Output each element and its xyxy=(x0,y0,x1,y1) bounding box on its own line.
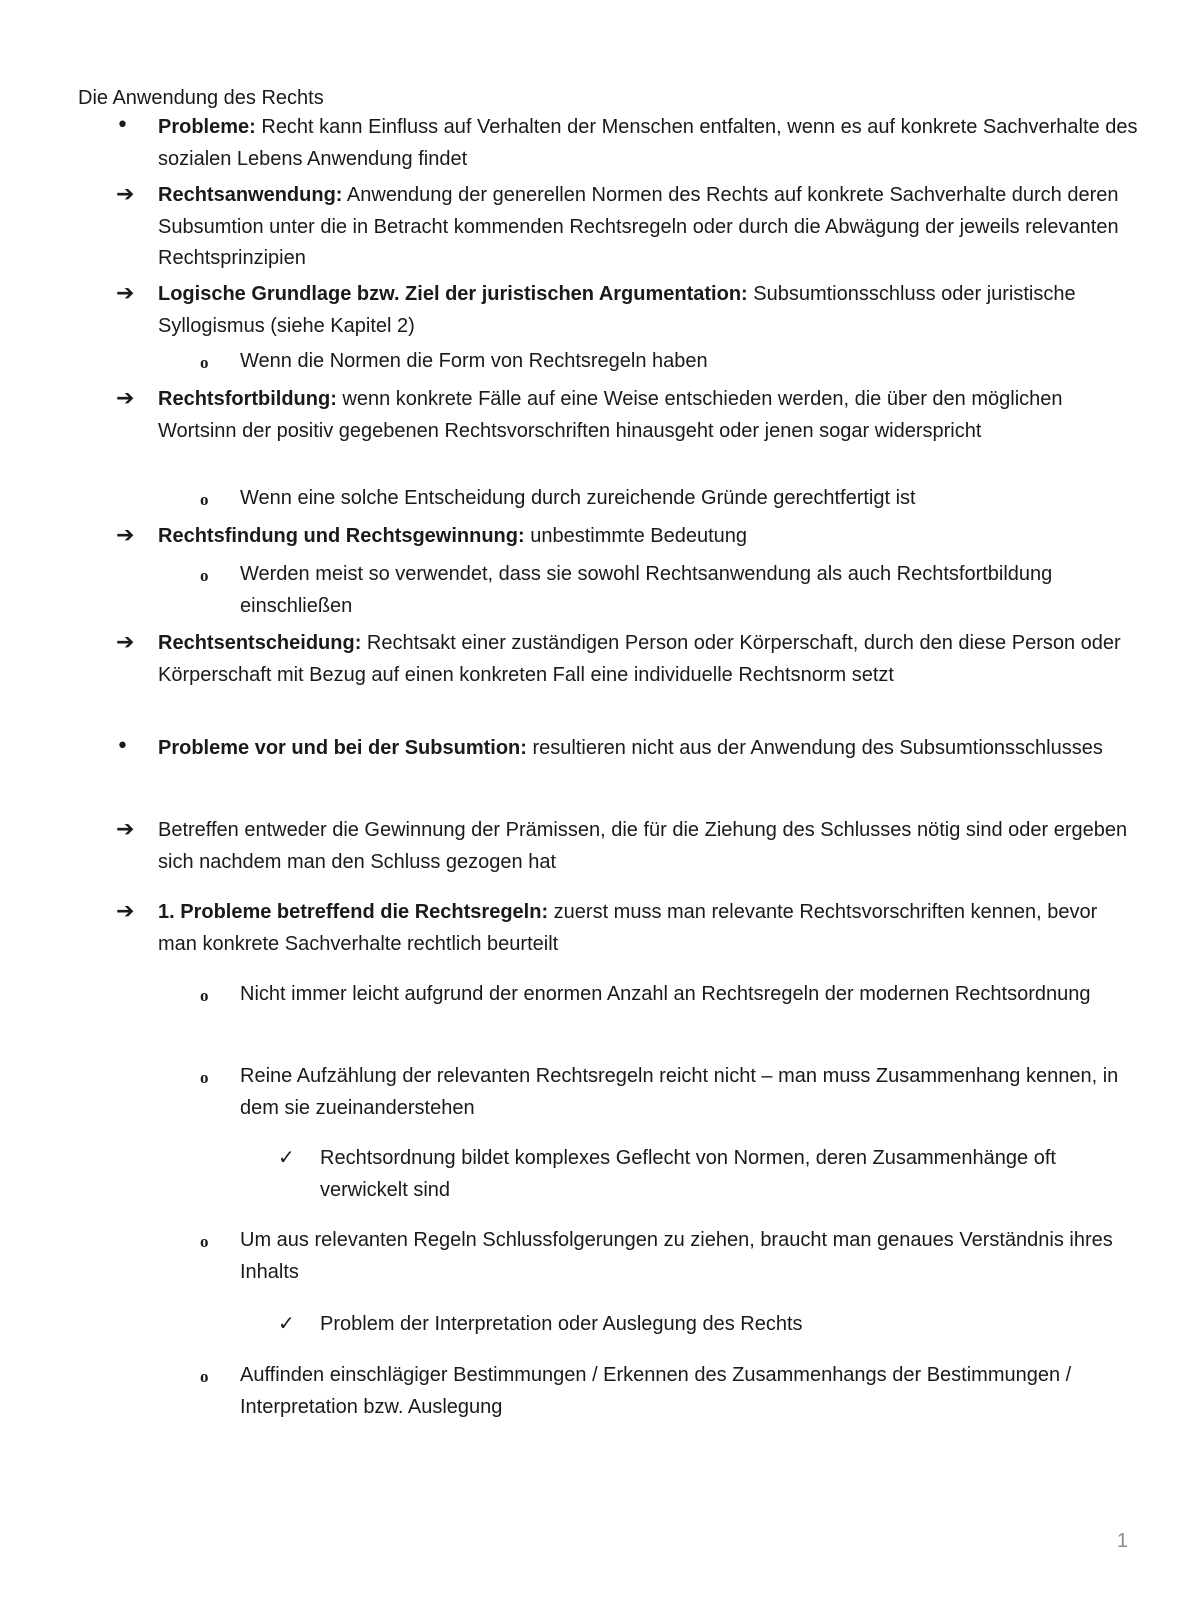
arrow-right-icon: ➔ xyxy=(116,899,135,924)
list-item xyxy=(116,180,1138,275)
item-term: Probleme vor und bei der Subsumtion: xyxy=(158,737,527,759)
list-item xyxy=(200,979,1140,1011)
arrow-right-icon: ➔ xyxy=(116,182,135,207)
item-text: wenn konkrete Fälle auf eine Weise entschieden werden, die über den möglichen Wortsinn der positiv gegebenen Rechtsvorschriften hinausgeht oder jenen sogar widerspricht xyxy=(158,388,1063,442)
list-item xyxy=(200,483,1140,515)
circle-bullet-icon: o xyxy=(200,490,209,509)
circle-bullet-icon: o xyxy=(200,1367,209,1386)
item-term: Rechtsfindung und Rechtsgewinnung: xyxy=(158,525,525,547)
arrow-right-icon: ➔ xyxy=(116,281,135,306)
page-number: 1 xyxy=(1116,1530,1128,1552)
item-term: Logische Grundlage bzw. Ziel der juristischen Argumentation: xyxy=(158,283,748,305)
list-item xyxy=(200,1061,1140,1124)
list-item xyxy=(278,1309,1140,1341)
circle-bullet-icon: o xyxy=(200,566,209,585)
item-text: Anwendung der generellen Normen des Rechts auf konkrete Sachverhalte durch deren Subsumtion unter die in Betracht kommenden Rechtsregeln oder durch die Abwägung der jeweils relevanten Rechtsprinzipien xyxy=(158,184,1119,269)
item-text: Rechtsakt einer zuständigen Person oder Körperschaft, durch den diese Person oder Körperschaft mit Bezug auf einen konkreten Fall eine individuelle Rechtsnorm setzt xyxy=(158,632,1121,686)
bullet-icon: • xyxy=(116,734,129,759)
list-item xyxy=(116,112,1138,175)
item-text: Werden meist so verwendet, dass sie sowohl Rechtsanwendung als auch Rechtsfortbildung einschließen xyxy=(240,563,1053,617)
document-title: Die Anwendung des Rechts xyxy=(78,87,324,109)
arrow-right-icon: ➔ xyxy=(116,817,135,842)
item-text: resultieren nicht aus der Anwendung des Subsumtionsschlusses xyxy=(526,737,1103,759)
list-item xyxy=(200,1225,1140,1288)
item-text: Wenn die Normen die Form von Rechtsregeln haben xyxy=(240,350,708,372)
item-text: unbestimmte Bedeutung xyxy=(524,525,748,547)
item-text: Rechtsordnung bildet komplexes Geflecht von Normen, deren Zusammenhänge oft verwickelt sind xyxy=(320,1147,1056,1201)
item-text: Wenn eine solche Entscheidung durch zureichende Gründe gerechtfertigt ist xyxy=(240,487,916,509)
item-text: Problem der Interpretation oder Auslegung des Rechts xyxy=(320,1313,803,1335)
item-text: Auffinden einschlägiger Bestimmungen / Erkennen des Zusammenhangs der Bestimmungen / Interpretation bzw. Auslegung xyxy=(240,1364,1072,1418)
list-item xyxy=(278,1143,1140,1206)
list-item xyxy=(200,346,1140,378)
item-term: Probleme: xyxy=(158,116,256,138)
item-text: Betreffen entweder die Gewinnung der Prämissen, die für die Ziehung des Schlusses nötig sind oder ergeben sich nachdem man den Schluss gezogen hat xyxy=(158,819,1128,873)
list-item xyxy=(116,733,1138,765)
item-text: Subsumtionsschluss oder juristische Syllogismus (siehe Kapitel 2) xyxy=(158,283,1076,337)
list-item xyxy=(116,628,1138,691)
bullet-icon: • xyxy=(116,113,129,138)
list-item xyxy=(116,384,1138,447)
list-item xyxy=(200,1360,1140,1423)
list-item xyxy=(116,279,1138,342)
circle-bullet-icon: o xyxy=(200,1068,209,1087)
list-item xyxy=(200,559,1140,622)
list-item xyxy=(116,521,1138,553)
list-item xyxy=(116,815,1138,878)
arrow-right-icon: ➔ xyxy=(116,523,135,548)
item-text: Recht kann Einfluss auf Verhalten der Menschen entfalten, wenn es auf konkrete Sachverhalte des sozialen Lebens Anwendung findet xyxy=(158,116,1138,170)
checkmark-icon: ✓ xyxy=(278,1145,295,1169)
item-text: Um aus relevanten Regeln Schlussfolgerungen zu ziehen, braucht man genaues Verständnis ihres Inhalts xyxy=(240,1229,1113,1283)
item-term: Rechtsanwendung: xyxy=(158,184,343,206)
item-term: 1. Probleme betreffend die Rechtsregeln: xyxy=(158,901,549,923)
arrow-right-icon: ➔ xyxy=(116,386,135,411)
item-text: Reine Aufzählung der relevanten Rechtsregeln reicht nicht – man muss Zusammenhang kennen, in dem sie zueinanderstehen xyxy=(240,1065,1119,1119)
item-term: Rechtsfortbildung: xyxy=(158,388,337,410)
item-term: Rechtsentscheidung: xyxy=(158,632,362,654)
circle-bullet-icon: o xyxy=(200,986,209,1005)
item-text: zuerst muss man relevante Rechtsvorschriften kennen, bevor man konkrete Sachverhalte rechtlich beurteilt xyxy=(158,901,1098,955)
circle-bullet-icon: o xyxy=(200,353,209,372)
arrow-right-icon: ➔ xyxy=(116,630,135,655)
checkmark-icon: ✓ xyxy=(278,1311,295,1335)
list-item xyxy=(116,897,1138,960)
item-text: Nicht immer leicht aufgrund der enormen Anzahl an Rechtsregeln der modernen Rechtsordnung xyxy=(240,983,1091,1005)
circle-bullet-icon: o xyxy=(200,1232,209,1251)
